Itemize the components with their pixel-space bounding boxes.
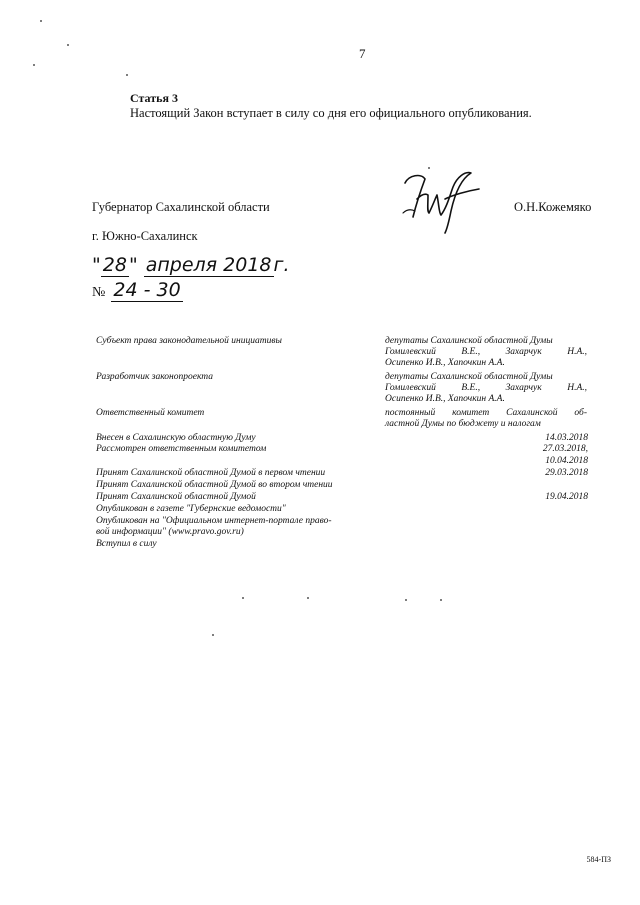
- initiative-subject-value: [385, 336, 587, 369]
- first-reading-label: Принят Сахалинской областной Думой в первом чтении: [96, 468, 326, 478]
- value-line: депутаты Сахалинской областной Думы: [385, 336, 553, 346]
- value-line: Гомилевский В.Е., Захарчук Н.А.,: [385, 383, 587, 393]
- second-reading-label: Принят Сахалинской областной Думой во втором чтении: [96, 480, 333, 490]
- considered-date-2: 10.04.2018: [545, 456, 588, 466]
- scan-speck: [307, 597, 309, 599]
- article-text: Настоящий Закон вступает в силу со дня его официального опубликования.: [130, 106, 532, 120]
- in-force-label: Вступил в силу: [96, 539, 157, 549]
- scan-speck: [242, 597, 244, 599]
- page-number: 7: [359, 46, 366, 61]
- scan-speck: [33, 64, 35, 66]
- developer-value: [385, 372, 587, 405]
- committee-value: [385, 408, 587, 430]
- value-line: Гомилевский В.Е., Захарчук Н.А.,: [385, 347, 587, 357]
- published-newspaper-label: Опубликован в газете "Губернские ведомости": [96, 504, 286, 514]
- handwritten-date: " 28 " апреля 2018 г.: [92, 254, 290, 276]
- considered-date-1: 27.03.2018,: [542, 444, 588, 454]
- scan-speck: [405, 599, 407, 601]
- developer-label: Разработчик законопроекта: [96, 372, 214, 382]
- scan-speck: [40, 20, 42, 22]
- adopted-date: 19.04.2018: [545, 492, 588, 502]
- date-year-suffix: г.: [273, 254, 290, 276]
- article-heading: Статья 3: [130, 91, 178, 105]
- number-label: №: [92, 285, 106, 300]
- city-name: г. Южно-Сахалинск: [92, 229, 198, 243]
- handwritten-number: [92, 279, 183, 301]
- submitted-label: Внесен в Сахалинскую областную Думу: [96, 433, 256, 443]
- governor-title: Губернатор Сахалинской области: [92, 200, 270, 214]
- scan-speck: [67, 44, 69, 46]
- considered-label: Рассмотрен ответственным комитетом: [96, 444, 267, 454]
- submitted-date: 14.03.2018: [545, 433, 588, 443]
- scan-speck: [126, 74, 128, 76]
- adopted-label: Принят Сахалинской областной Думой: [96, 492, 256, 502]
- scan-speck: [440, 599, 442, 601]
- law-number: 24 - 30: [113, 279, 181, 301]
- date-month-year: апреля 2018: [145, 254, 272, 276]
- committee-label: Ответственный комитет: [96, 408, 205, 418]
- date-day: 28: [102, 254, 127, 276]
- scan-speck: [212, 634, 214, 636]
- published-portal-label: Опубликован на "Официальном интернет-портале право-: [96, 516, 332, 526]
- scan-speck: [428, 167, 430, 169]
- value-line: депутаты Сахалинской областной Думы: [385, 372, 553, 382]
- governor-name: О.Н.Кожемяко: [514, 200, 592, 214]
- value-line: постоянный комитет Сахалинской об-: [385, 408, 587, 418]
- published-portal-label-cont: вой информации" (www.pravo.gov.ru): [96, 527, 244, 537]
- initiative-subject-label: Субъект права законодательной инициативы: [96, 336, 282, 346]
- value-line: Осипенко И.В., Хапочкин А.А.: [385, 358, 505, 368]
- value-line: ластной Думы по бюджету и налогам: [385, 419, 541, 429]
- document-code: 584-ПЗ: [586, 855, 611, 864]
- first-reading-date: 29.03.2018: [545, 468, 588, 478]
- handwritten-signature: [395, 165, 505, 240]
- value-line: Осипенко И.В., Хапочкин А.А.: [385, 394, 505, 404]
